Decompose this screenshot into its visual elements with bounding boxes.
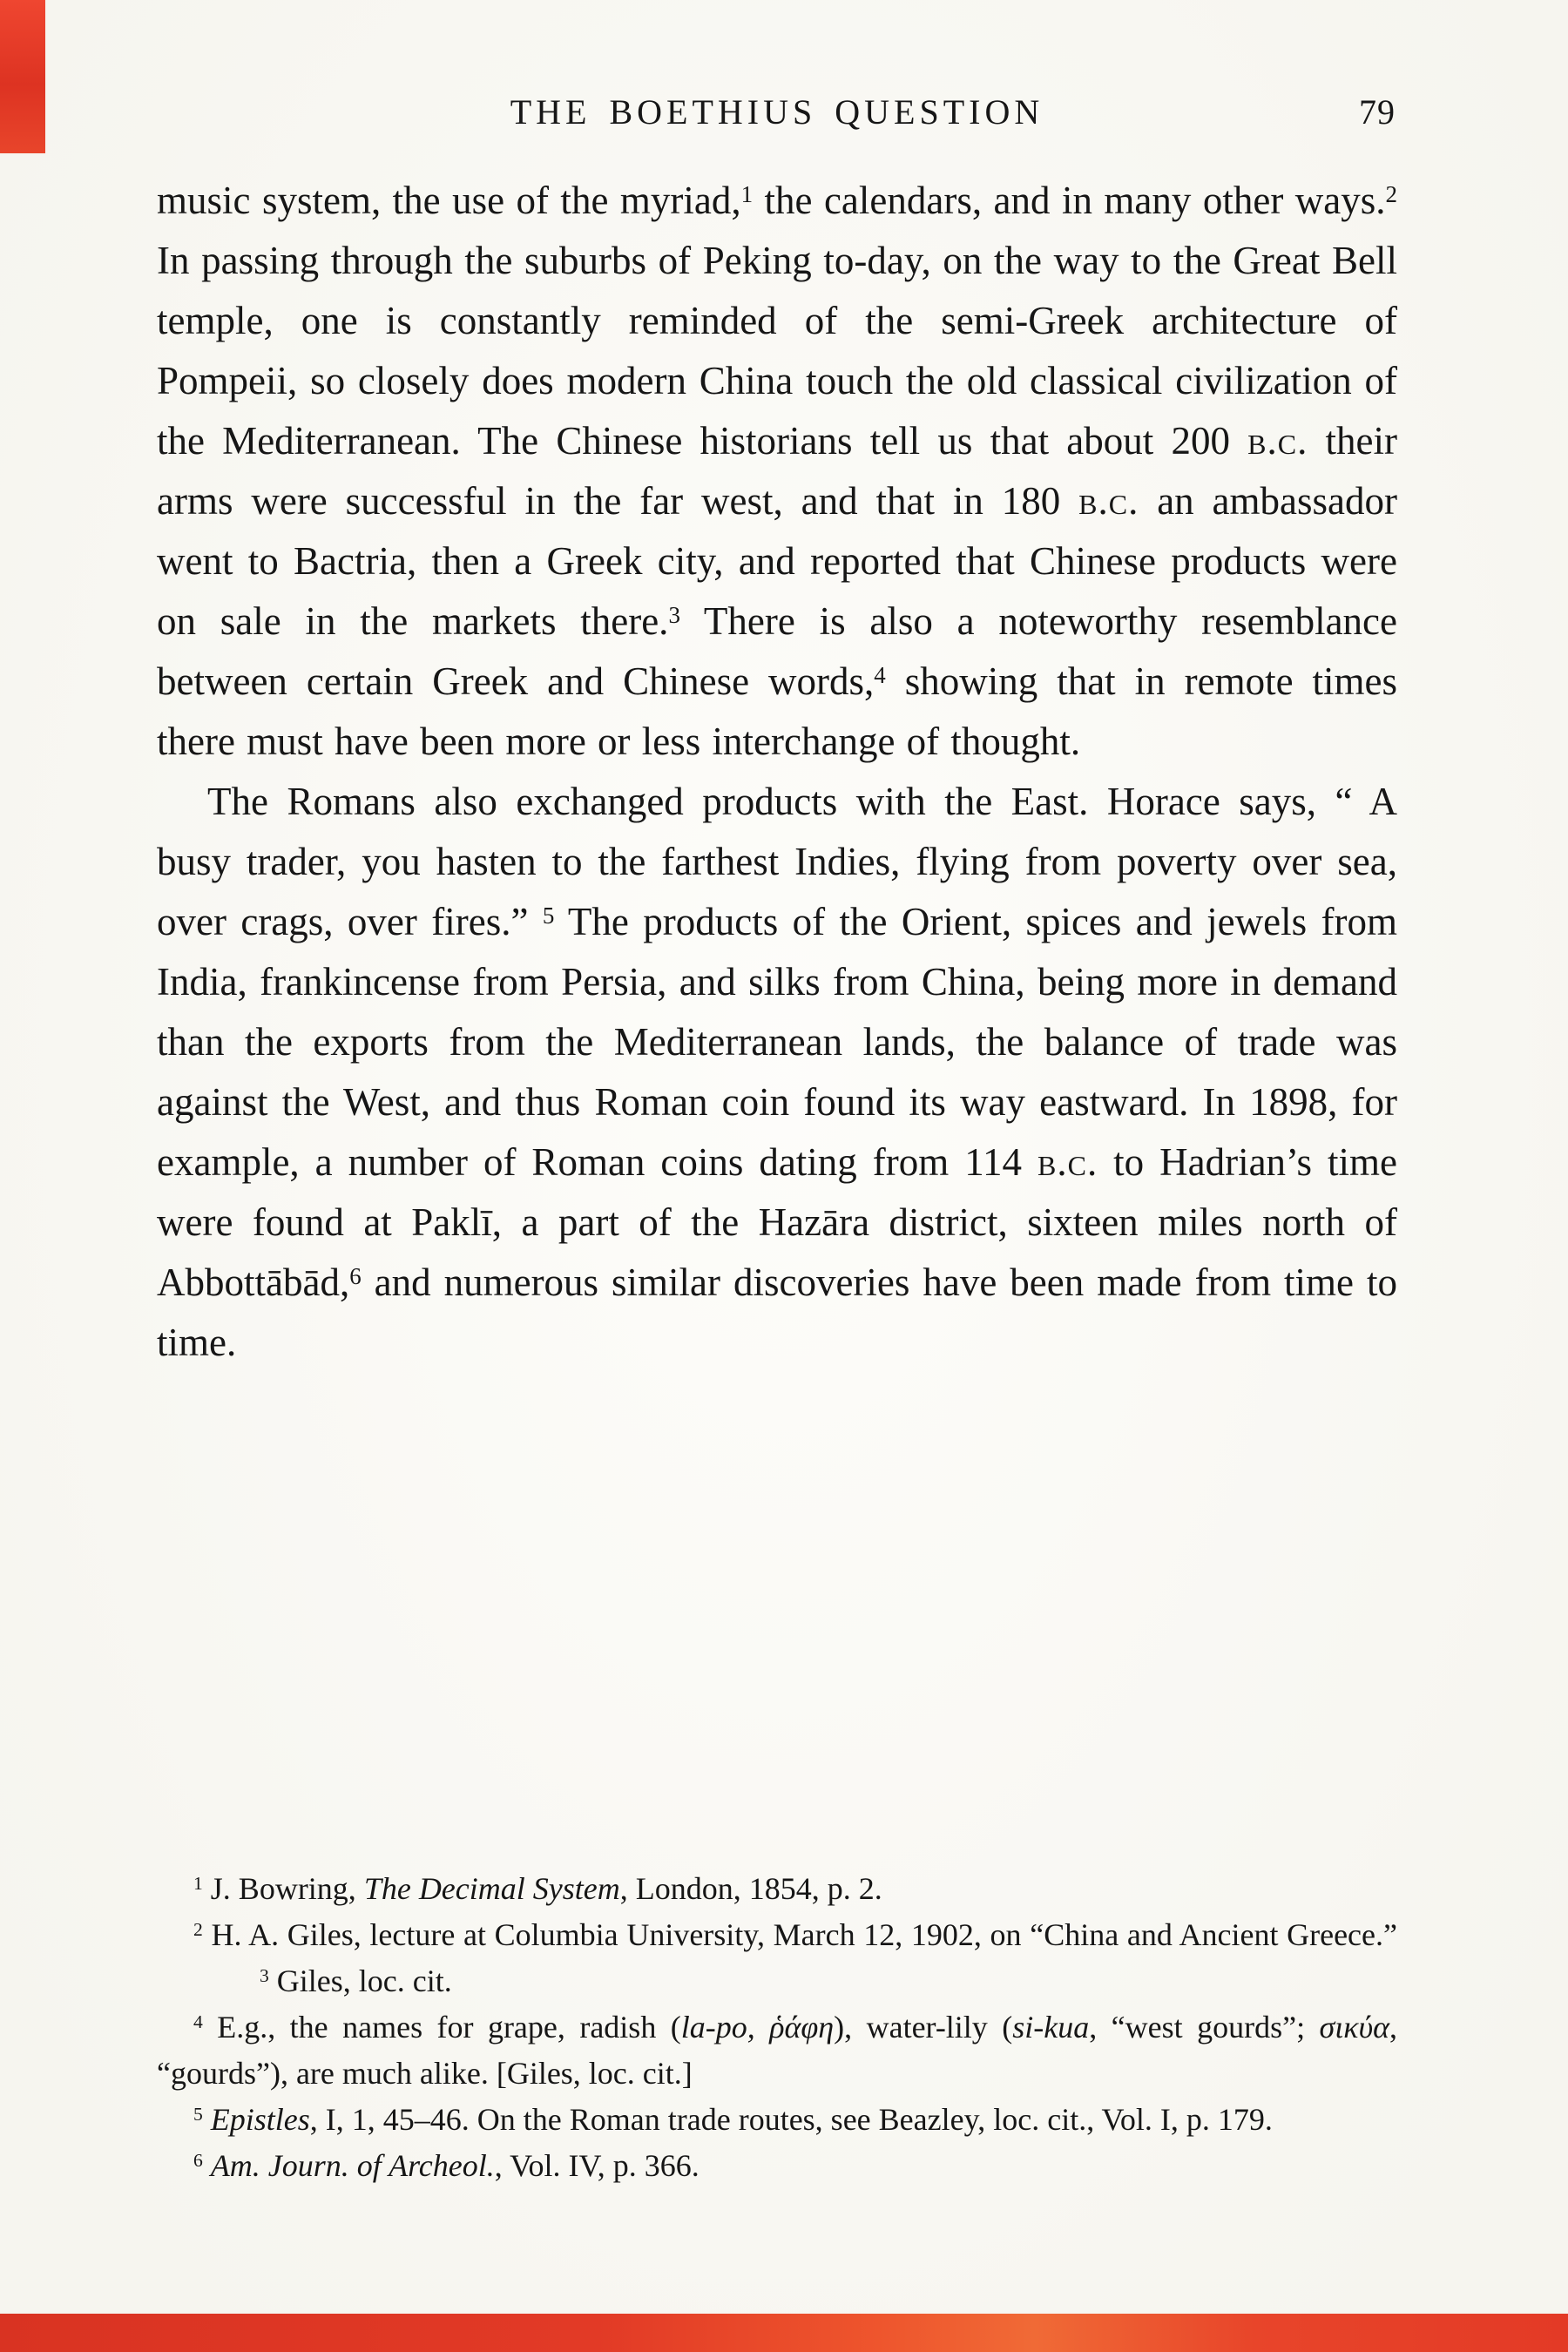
page-body [157, 171, 1397, 1373]
paragraph-continuation: music system, the use of the myriad,$^1$ the calendars, and in many other ways.$^2$ In passing through the suburbs of Peking to-day, on the way to the Great Bell temple, one is constantly reminded of the semi-Greek architecture of Pompeii, so closely does modern China touch the old classical civilization of the Mediterranean. The Chinese historians tell us that about 200 b.c. their arms were successful in the far west, and that in 180 b.c. an ambassador went to Bactria, then a Greek city, and reported that Chinese products were on sale in the markets there.$^3$ There is also a noteworthy resemblance between certain Greek and Chinese words,$^4$ showing that in remote times there must have been more or less interchange of thought. [157, 179, 1398, 763]
scan-artifact-top-left-bar [0, 0, 45, 153]
running-head [157, 92, 1397, 132]
scan-artifact-bottom-bar [0, 2314, 1568, 2352]
paragraph-romans-trade: The Romans also exchanged products with the East. Horace says, “ A busy trader, you hasten to the farthest Indies, flying from poverty over sea, over crags, over fires.” $^5$ The products of the Orient, spices and jewels from India, frankincense from Persia, and silks from China, being more in demand than the exports from the Mediterranean lands, the balance of trade was against the West, and thus Roman coin found its way eastward. In 1898, for example, a number of Roman coins dating from 114 b.c. to Hadrian’s time were found at Paklī, a part of the Hazāra district, sixteen miles north of Abbottābād,$^6$ and numerous similar discoveries have been made from time to time. [157, 780, 1397, 1364]
footnote-2-and-3: $^2$ H. A. Giles, lecture at Columbia University, March 12, 1902, on “China and Ancient Greece.” $^3$ Giles, loc. cit. [193, 1917, 1397, 1998]
chapter-title: THE BOETHIUS QUESTION [510, 92, 1044, 132]
page-number: 79 [1359, 92, 1396, 132]
footnotes [157, 1866, 1397, 2189]
footnote-5: $^5$ Epistles, I, 1, 45–46. On the Roman trade routes, see Beazley, loc. cit., Vol. I, p. 179. [193, 2102, 1273, 2137]
footnote-4: $^4$ E.g., the names for grape, radish (la-po, ῥάφη), water-lily (si-kua, “west gourds”; σικύα, “gourds”), are much alike. [Giles, loc. cit.] [157, 2010, 1397, 2091]
footnote-1: $^1$ J. Bowring, The Decimal System, London, 1854, p. 2. [193, 1871, 882, 1906]
footnote-6: $^6$ Am. Journ. of Archeol., Vol. IV, p. 366. [193, 2148, 700, 2183]
